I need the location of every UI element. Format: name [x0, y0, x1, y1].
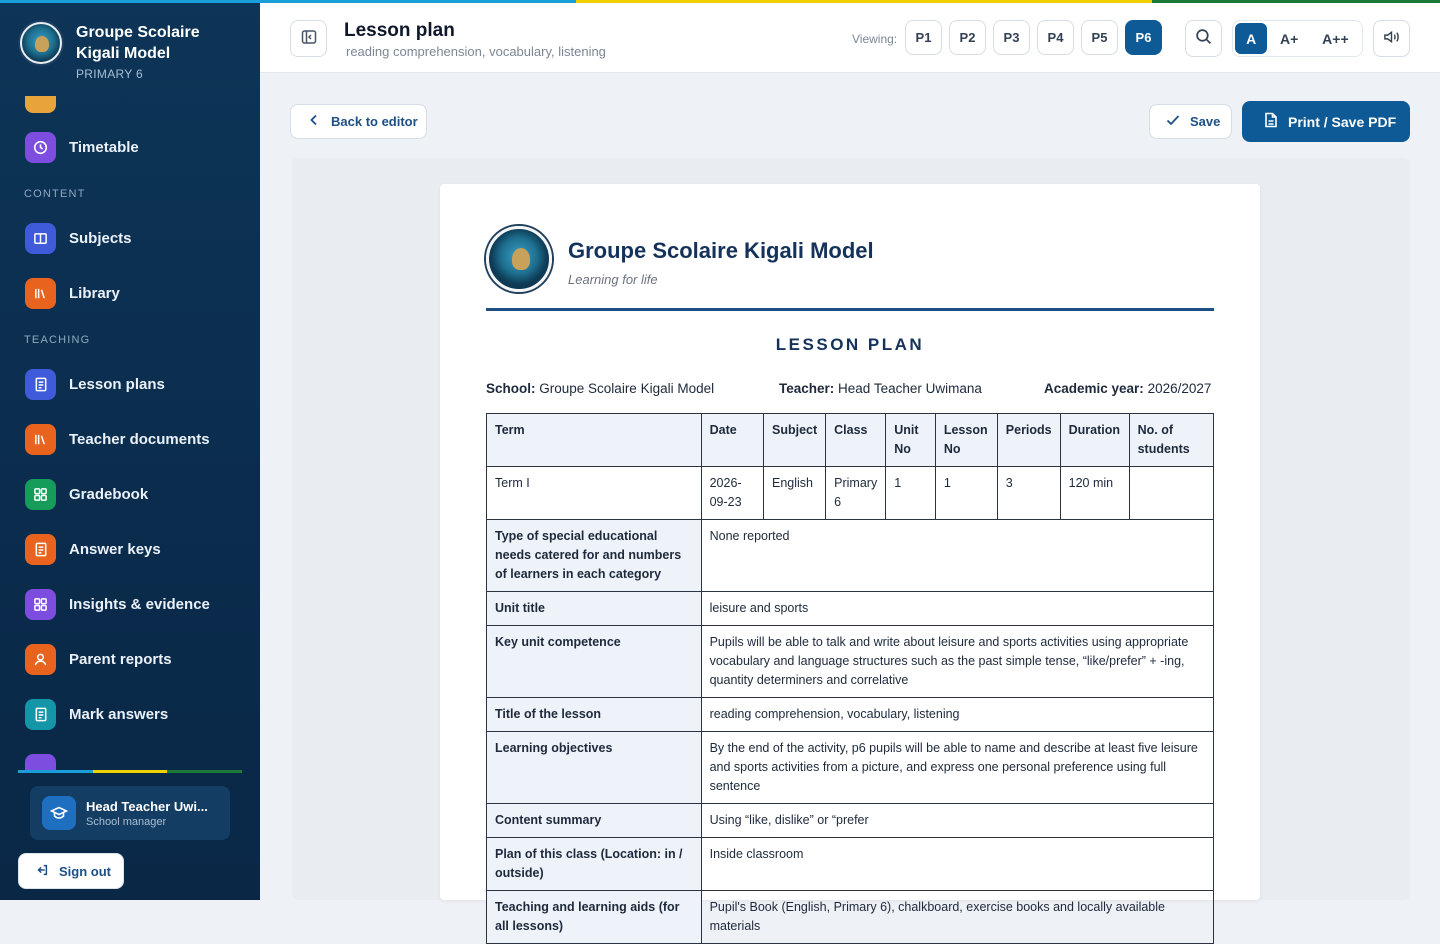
font-size-large-button[interactable]: A+ — [1279, 30, 1299, 47]
sidebar-item-subjects[interactable] — [0, 211, 260, 266]
table-cell: 120 min — [1060, 467, 1129, 520]
table-header-cell: Unit No — [886, 414, 936, 467]
sidebar-footer — [0, 770, 260, 900]
table-header-cell: Periods — [997, 414, 1060, 467]
table-header-cell: Lesson No — [935, 414, 997, 467]
sidebar-item-label: Timetable — [69, 139, 139, 156]
sidebar-toggle-icon — [301, 29, 317, 48]
table-header-cell: Date — [701, 414, 763, 467]
save-button[interactable] — [1149, 104, 1232, 139]
table-cell: Term I — [487, 467, 702, 520]
sidebar-item-label: Mark answers — [69, 706, 169, 723]
row-label: Teaching and learning aids (for all lessons) — [487, 891, 702, 944]
table-row — [487, 520, 1214, 592]
table-header-cell: No. of students — [1129, 414, 1213, 467]
row-value: By the end of the activity, p6 pupils will be able to name and describe at least five leisure and sports activities from a picture, and express one personal preference using full sentence — [701, 732, 1213, 804]
grade-p2-button[interactable]: P2 — [949, 20, 986, 55]
page-title: Lesson plan — [344, 20, 455, 41]
school-logo — [20, 22, 62, 64]
table-cell: 1 — [886, 467, 936, 520]
row-label: Plan of this class (Location: in / outside) — [487, 838, 702, 891]
sidebar-item-lesson-plans[interactable] — [0, 357, 260, 412]
file-icon — [1264, 112, 1278, 131]
table-cell: 2026-09-23 — [701, 467, 763, 520]
grid-icon — [25, 479, 56, 510]
font-size-normal-button[interactable]: A — [1235, 23, 1267, 54]
collapse-sidebar-button[interactable] — [290, 20, 327, 57]
speaker-icon — [1383, 29, 1400, 48]
grade-p1-button[interactable]: P1 — [905, 20, 942, 55]
meta-school: School: Groupe Scolaire Kigali Model — [486, 381, 715, 396]
document-icon — [25, 699, 56, 730]
check-icon — [1166, 114, 1180, 129]
row-value: None reported — [701, 520, 1213, 592]
row-value: Pupils will be able to talk and write about leisure and sports activities using appropriate vocabulary and language structures such as the past simple tense, “like/prefer” + -ing, quantity determiners and correlative — [701, 626, 1213, 698]
viewing-label: Viewing: — [852, 32, 898, 46]
grade-p5-button[interactable]: P5 — [1081, 20, 1118, 55]
search-icon — [1195, 28, 1212, 50]
sidebar-item-parent-reports[interactable] — [0, 632, 260, 687]
sidebar-nav — [0, 96, 260, 770]
table-header-cell: Term — [487, 414, 702, 467]
sidebar-item-library[interactable] — [0, 266, 260, 321]
sidebar-item-answer-keys[interactable] — [0, 522, 260, 577]
top-color-stripe — [0, 0, 1440, 3]
row-value: reading comprehension, vocabulary, listening — [701, 698, 1213, 732]
table-cell: 3 — [997, 467, 1060, 520]
table-header-cell: Duration — [1060, 414, 1129, 467]
sidebar — [0, 0, 260, 900]
document-school-logo — [486, 226, 552, 292]
row-value: leisure and sports — [701, 592, 1213, 626]
graduation-cap-icon — [42, 796, 76, 830]
library-icon — [25, 424, 56, 455]
print-save-pdf-button[interactable] — [1242, 101, 1410, 142]
sidebar-item-timetable[interactable] — [0, 120, 260, 175]
sidebar-item-teacher-documents[interactable] — [0, 412, 260, 467]
sidebar-item-label: Answer keys — [69, 541, 161, 558]
table-header-cell: Class — [826, 414, 886, 467]
meta-academic-year: Academic year: 2026/2027 — [1044, 381, 1212, 396]
row-value: Pupil's Book (English, Primary 6), chalkboard, exercise books and locally available materials — [701, 891, 1213, 944]
school-level: PRIMARY 6 — [76, 67, 143, 81]
back-to-editor-button[interactable] — [290, 104, 427, 139]
row-label: Type of special educational needs catered for and numbers of learners in each category — [487, 520, 702, 592]
table-row — [487, 804, 1214, 838]
sidebar-item-label: Library — [69, 285, 120, 302]
document-title: LESSON PLAN — [775, 335, 925, 354]
document-motto: Learning for life — [568, 272, 658, 287]
table-row — [487, 838, 1214, 891]
sign-out-icon — [35, 863, 49, 880]
row-label: Unit title — [487, 592, 702, 626]
table-cell: Primary 6 — [826, 467, 886, 520]
font-size-xlarge-button[interactable]: A++ — [1322, 30, 1349, 47]
grade-p6-button[interactable]: P6 — [1125, 20, 1162, 55]
row-value: Using “like, dislike” or “prefer — [701, 804, 1213, 838]
table-header-cell: Subject — [764, 414, 826, 467]
page-subtitle: reading comprehension, vocabulary, listening — [346, 44, 606, 59]
sidebar-item-gradebook[interactable] — [0, 467, 260, 522]
table-row — [487, 891, 1214, 944]
top-header — [260, 3, 1440, 73]
document-icon — [25, 534, 56, 565]
table-cell: 1 — [935, 467, 997, 520]
print-label: Print / Save PDF — [1288, 113, 1397, 130]
row-label: Key unit competence — [487, 626, 702, 698]
sign-out-label: Sign out — [59, 863, 111, 879]
grade-selector — [905, 20, 1162, 55]
sidebar-item-insights-evidence[interactable] — [0, 577, 260, 632]
document-divider — [486, 308, 1214, 311]
document-school-name: Groupe Scolaire Kigali Model — [568, 238, 874, 263]
book-open-icon — [25, 223, 56, 254]
clock-icon — [25, 132, 56, 163]
user-name: Head Teacher Uwi... — [86, 798, 208, 814]
user-icon — [25, 644, 56, 675]
library-icon — [25, 278, 56, 309]
grade-p3-button[interactable]: P3 — [993, 20, 1030, 55]
sidebar-item-partial-top[interactable] — [0, 96, 260, 120]
sidebar-item-label: Subjects — [69, 230, 132, 247]
sign-out-button[interactable] — [18, 853, 124, 889]
sidebar-item-label: Gradebook — [69, 486, 149, 503]
table-row — [487, 626, 1214, 698]
sidebar-item-label: Insights & evidence — [69, 596, 210, 613]
table-cell: English — [764, 467, 826, 520]
table-row — [487, 732, 1214, 804]
table-row — [487, 592, 1214, 626]
sidebar-item-partial-bottom[interactable] — [0, 742, 260, 766]
user-role: School manager — [86, 815, 167, 828]
row-label: Content summary — [487, 804, 702, 838]
sidebar-item-mark-answers[interactable] — [0, 687, 260, 742]
document-icon — [25, 369, 56, 400]
sidebar-item-label: Teacher documents — [69, 431, 210, 448]
row-label: Learning objectives — [487, 732, 702, 804]
section-content-label: CONTENT — [24, 188, 86, 200]
grid-icon — [25, 589, 56, 620]
user-card[interactable] — [30, 786, 230, 840]
table-header-row — [487, 414, 1214, 467]
row-label: Title of the lesson — [487, 698, 702, 732]
chevron-left-icon — [309, 114, 319, 129]
grade-p4-button[interactable]: P4 — [1037, 20, 1074, 55]
sidebar-item-label: Parent reports — [69, 651, 172, 668]
footer-color-stripe — [18, 770, 242, 773]
table-row — [487, 698, 1214, 732]
sidebar-item-label: Lesson plans — [69, 376, 165, 393]
lesson-plan-table — [486, 413, 1214, 944]
table-row — [487, 467, 1214, 520]
save-label: Save — [1190, 114, 1221, 129]
back-label: Back to editor — [331, 114, 418, 129]
row-value: Inside classroom — [701, 838, 1213, 891]
school-name: Groupe Scolaire Kigali Model — [76, 24, 200, 62]
table-cell — [1129, 467, 1213, 520]
section-teaching-label: TEACHING — [24, 334, 91, 346]
search-button[interactable] — [1185, 20, 1222, 57]
font-size-selector — [1232, 20, 1363, 57]
read-aloud-button[interactable] — [1373, 20, 1410, 57]
lesson-plan-document — [440, 184, 1260, 933]
sidebar-brand[interactable] — [20, 22, 226, 81]
meta-teacher: Teacher: Head Teacher Uwimana — [779, 381, 982, 396]
